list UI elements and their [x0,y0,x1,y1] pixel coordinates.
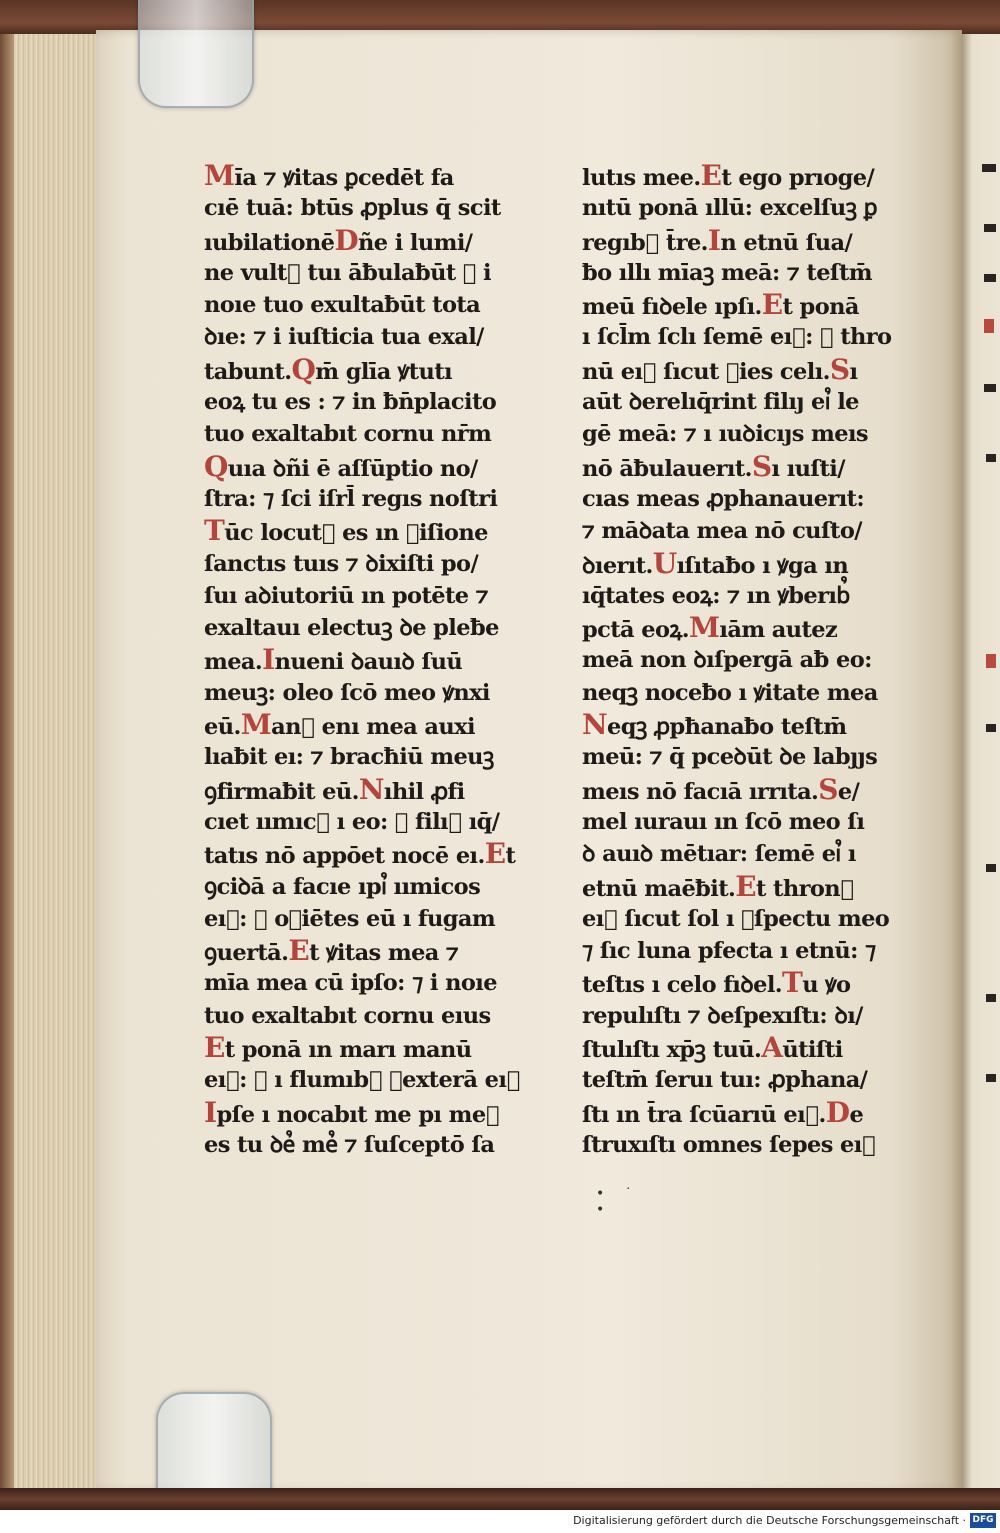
line-text: an᷒ enı mea auxi [271,714,475,741]
text-line [582,871,922,903]
rubricated-initial: S [829,352,850,386]
text-line [582,1097,922,1129]
line-text: mea. [204,649,263,676]
text-column-left [204,160,566,1161]
line-text: ı ıuſti/ [771,455,845,482]
rubricated-initial: D [825,1095,850,1129]
rubricated-initial: E [484,837,506,871]
text-line [582,451,922,483]
text-line [204,321,566,353]
text-line [204,289,566,321]
text-line [204,257,566,289]
binding-shadow [0,34,14,1492]
line-text: ūtiſti [782,1037,843,1064]
rubricated-initial: E [761,288,783,322]
line-text: ꝯfirmaƀit eū. [204,778,359,805]
line-text: noıe tuo exultaƀūt tota [204,292,481,319]
text-column-right [582,160,922,1161]
line-text: meū: ⁊ q̄ pceꝺūt ꝺe labȷȷs [582,744,878,771]
rubricated-initial: I [262,643,275,677]
text-line [582,1000,922,1032]
line-text: ñe i lumi/ [358,229,473,256]
line-text: eoꝝ tu es : ⁊ in ƀn̄placito [204,389,497,416]
text-line [582,903,922,935]
text-line [204,225,566,257]
line-text: m̄ glīa ꝟtutı [315,358,452,385]
line-text: regıb᷒ t̄re. [582,229,708,256]
rubricated-initial: T [782,966,803,1000]
line-text: ꝺ auıꝺ mētıar: ſemē eı᷒ ı [582,841,856,868]
rubricated-initial: E [288,934,310,968]
text-line [204,1097,566,1129]
line-text: aūt ꝺerelıq̄rint filıȷ eı᷒ le [582,389,859,416]
line-text: t ponā ın marı manū [224,1037,472,1064]
line-text: cıas meas ꝓphanauerıt: [582,485,865,512]
text-line [582,806,922,838]
text-line [582,257,922,289]
line-text: tabunt. [204,358,292,385]
text-line [582,774,922,806]
text-line [204,160,566,192]
line-text: pſe ı nocabıt me pı me᷒ [216,1101,500,1128]
text-line [204,677,566,709]
line-text: ıubilationē [204,229,335,256]
footer-credit: Digitalisierung gefördert durch die Deutsche Forschungsgemeinschaft · [573,1514,966,1527]
rubricated-initial: N [582,708,607,742]
next-page-rubric [986,654,996,668]
rubricated-initial: E [204,1031,225,1065]
line-text: ſuı aꝺiutoriū ın potēte ⁊ [204,582,488,609]
text-line [582,192,922,224]
rubricated-initial: D [334,223,359,257]
text-line [204,709,566,741]
line-text: t [505,843,516,870]
text-line [204,644,566,676]
text-line [204,1000,566,1032]
line-text: tatıs nō appōet nocē eı. [204,843,485,870]
line-text: ne vult᷒ tuı āƀulaƀūt ⁊ i [204,259,491,286]
text-line [582,386,922,418]
line-text: ı̄a ⁊ ꝟitas ꝑcedēt fa [234,165,454,191]
line-text: eı᷒: ⁊ oꝺiētes eū ı fugam [204,905,496,932]
text-line [582,1032,922,1064]
line-text: ı [849,358,858,385]
line-text: eı᷒: ⁊ ı flumıb᷒ ꝺexterā eı᷒ [204,1067,520,1094]
line-text: es tu ꝺe᷒ me᷒ ⁊ ſuſceptō ſa [204,1131,495,1158]
line-text: uıa ꝺñi ē aſſūptio no/ [227,455,478,482]
rubricated-initial: M [240,708,272,742]
line-text: lıaƀit eı: ⁊ bracħiū meuꝫ [204,744,494,771]
line-text: meā non ꝺıſpergā aƀ eo: [582,647,872,674]
footer-bar [0,1510,1000,1533]
rubricated-initial: A [761,1031,783,1065]
text-line [582,354,922,386]
next-page-glyph [986,454,996,462]
text-line [582,548,922,580]
line-text: ⁊ ſıc luna pfecta ı etnū: ⁊ [582,938,876,965]
next-page-rubric [984,319,994,333]
text-line [582,1064,922,1096]
ink-specks: • ˙ • [596,1186,640,1218]
line-text: eū. [204,714,241,741]
next-page-glyph [986,864,996,872]
line-text: eı᷒ ſıcut ſol ı ꝯſpectu meo [582,905,890,932]
text-line [204,515,566,547]
text-line [204,612,566,644]
text-line [204,1064,566,1096]
line-text: eqꝫ ꝓpħanaƀo teſtm̄ [607,714,847,741]
text-line [582,289,922,321]
text-line [204,774,566,806]
line-text: nū eı᷒ ſıcut ꝺies celı. [582,358,830,385]
line-text: pctā eoꝝ. [582,617,689,644]
rubricated-initial: N [358,772,384,806]
line-text: t thron᷒ [756,875,854,902]
line-text: ı ſcl̄m ſclı ſemē eı᷒: ⁊ thro [582,324,892,351]
next-page-glyph [984,384,996,392]
rubricated-initial: Q [291,352,316,386]
text-line [582,838,922,870]
next-page-glyph [982,164,996,172]
line-text: ꝺıe: ⁊ i iuſticia tua exal/ [204,324,484,351]
line-text: meuꝫ: oleo ſcō meo ꝟnxi [204,679,490,706]
line-text: repulıſtı ⁊ ꝺeſpexıſtı: ꝺı/ [582,1002,863,1029]
text-line [582,225,922,257]
rubricated-initial: E [700,159,722,192]
line-text: ſanctıs tuıs ⁊ ꝺixiſti po/ [204,550,479,577]
text-line [204,903,566,935]
line-text: ꝯuertā. [204,940,289,967]
line-text: teſtıs ı celo fıꝺel. [582,972,783,999]
book-cover-bottom [0,1488,1000,1510]
line-text: n etnū ſua/ [720,229,853,256]
text-line [582,515,922,547]
line-text: cıē tuā: btūs ꝓplus q̄ scit [204,195,501,222]
line-text: ıſıtaƀo ı ꝟga ın [676,552,849,579]
rubricated-initial: I [204,1095,217,1129]
text-line [582,967,922,999]
line-text: tuo exaltabıt cornu eıus [204,1002,491,1029]
next-page-glyph [986,994,996,1002]
line-text: ſtra: ⁊ ſci iſrl̄ regıs noſtri [204,485,498,512]
line-text: ꝺıerıt. [582,552,653,579]
line-text: nıtū ponā ıllū: excelſuꝫ ꝑ [582,195,878,222]
rubricated-initial: M [689,611,720,645]
line-text: t ego prıoge/ [721,165,875,191]
rubricated-initial: T [204,514,225,548]
text-line [204,741,566,773]
next-page-glyph [986,724,996,732]
line-text: ıām autez [719,617,838,644]
text-line [582,709,922,741]
text-line [204,838,566,870]
line-text: ıhil ꝓfi [383,778,465,805]
line-text: ſtı ın t̄ra ſcūarıū eı᷒. [582,1101,826,1128]
line-text: exaltauı electuꝫ ꝺe pleƀe [204,615,499,642]
text-line [204,1129,566,1161]
text-line [204,1032,566,1064]
next-page-glyph [984,224,996,232]
line-text: ſtruxıſtı omnes ſepes eı᷒ [582,1131,876,1158]
text-line [204,354,566,386]
line-text: u ꝟo [802,972,851,999]
line-text: ıq̄tates eoꝝ: ⁊ ın ꝟberıb᷒ [582,582,850,609]
line-text: mīa mea cū ipſo: ⁊ i noıe [204,970,497,997]
text-line [582,935,922,967]
line-text: tuo exaltabıt cornu nr̄m [204,421,492,448]
text-line [582,418,922,450]
text-line [582,160,922,192]
line-text: ꝯciꝺā a facıe ıpı᷒ ıımicos [204,873,481,900]
text-line [582,612,922,644]
text-line [582,677,922,709]
text-line [204,548,566,580]
text-line [204,386,566,418]
line-text: ūc locut᷒ es ın ꝟiſione [224,520,488,547]
line-text: teſtm̄ ſeruı tuı: ꝓphana/ [582,1067,868,1094]
line-text: ƀo ıllı mīaꝫ meā: ⁊ teſtm̄ [582,259,872,286]
rubricated-initial: S [818,772,838,806]
line-text: t ꝟitas mea ⁊ [309,940,459,967]
dfg-logo: DFG [970,1513,996,1528]
text-line [582,644,922,676]
page-clip-top [138,0,254,108]
line-text: neqꝫ noceƀo ı ꝟitate mea [582,679,878,706]
line-text: ſtulıſtı xp̄ꝫ tuū. [582,1037,762,1064]
line-text: gē meā: ⁊ ı ıuꝺicıȷs meıs [582,421,868,448]
text-line [204,451,566,483]
line-text: meū fıꝺele ıpſı. [582,294,762,321]
line-text: t ponā [782,294,859,321]
rubricated-initial: Q [204,449,228,483]
text-line [582,1129,922,1161]
next-page-glyph [984,274,996,282]
text-line [204,935,566,967]
text-line [582,321,922,353]
rubricated-initial: E [735,869,757,903]
text-line [204,967,566,999]
rubricated-initial: U [652,546,677,580]
text-line [582,483,922,515]
text-line [204,418,566,450]
line-text: meıs nō facıā ırrıta. [582,778,819,805]
text-line [582,580,922,612]
line-text: ⁊ māꝺata mea nō cuſto/ [582,518,862,545]
line-text: nueni ꝺauıꝺ ſuū [274,649,463,676]
rubricated-initial: M [204,159,235,192]
text-line [204,871,566,903]
rubricated-initial: S [751,449,772,483]
next-page-glyph [986,1074,996,1082]
line-text: e [849,1101,864,1128]
line-text: cıet ıımıc᷒ ı eo: ⁊ filı᷒ ıq̄/ [204,808,500,835]
text-line [204,580,566,612]
line-text: etnū maēƀit. [582,875,736,902]
line-text: mel ıurauı ın ſcō meo ſı [582,808,865,835]
next-page-edge [960,34,1000,1490]
line-text: e/ [837,778,860,805]
text-line [582,741,922,773]
text-line [204,483,566,515]
text-line [204,192,566,224]
text-line [204,806,566,838]
line-text: lutıs mee. [582,165,701,191]
line-text: nō āƀulauerıt. [582,455,752,482]
rubricated-initial: I [707,223,721,257]
